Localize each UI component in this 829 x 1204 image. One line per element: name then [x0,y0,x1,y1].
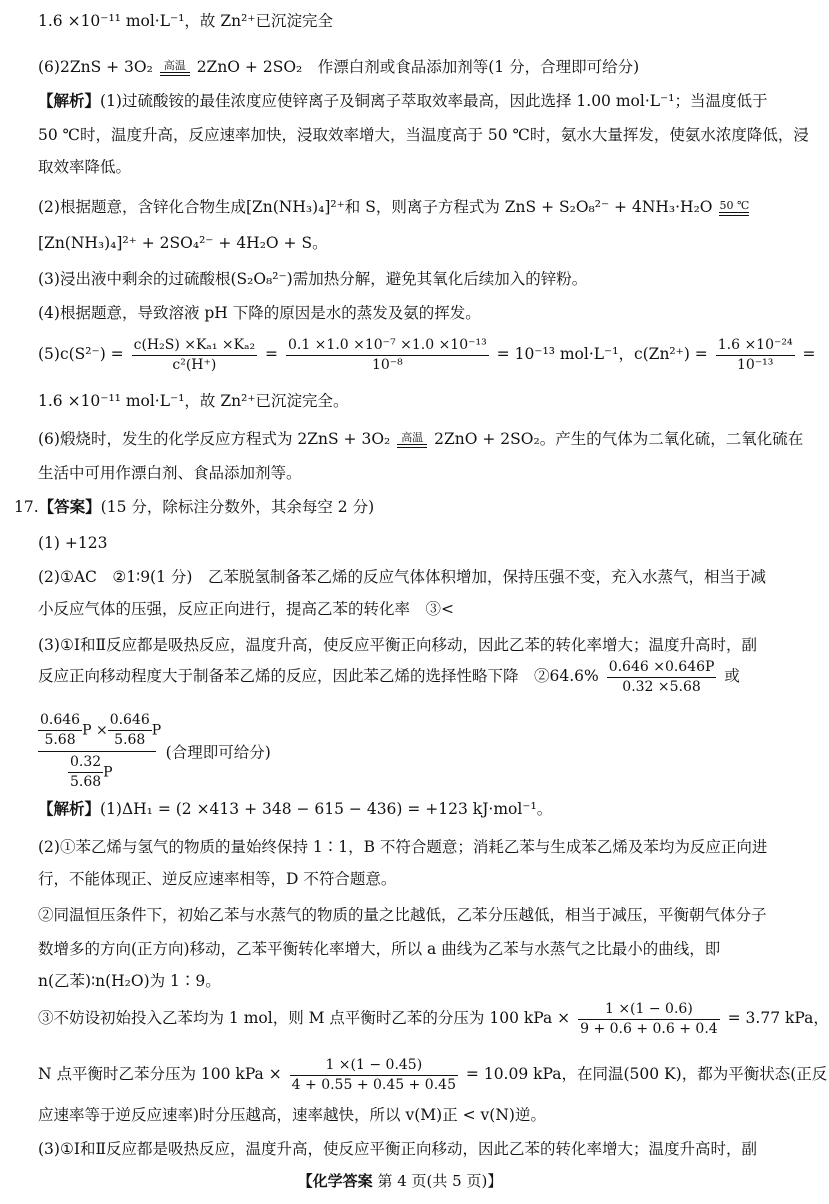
text-line: 数增多的方向(正方向)移动，乙苯平衡转化率增大，所以 a 曲线为乙苯与水蒸气之比最小的曲线，即 [38,940,721,958]
text-span: P [103,764,113,781]
fraction [607,659,717,696]
text-span: P × [82,722,108,739]
numerator: 1 ×(1 − 0.6) [578,1001,720,1020]
fraction [578,1001,720,1038]
text-line: 小反应气体的压强，反应正向进行，提高乙苯的转化率 ③< [38,600,454,618]
equals-sign-icon [160,72,190,76]
compound-denominator [38,754,161,791]
text-line: 取效率降低。 [38,158,132,176]
equation-left: (6)2ZnS + 3O₂ [38,58,153,76]
footer-title: 【化学答案 [297,1172,373,1190]
fraction [68,754,103,791]
equation-right: 2ZnO + 2SO₂。产生的气体为二氧化硫，二氧化硫在 [434,430,804,448]
text-span: = 10⁻¹³ mol·L⁻¹，c(Zn²⁺) = [496,345,708,363]
numerator: 0.1 ×1.0 ×10⁻⁷ ×1.0 ×10⁻¹³ [286,337,489,356]
text-line: ②同温恒压条件下，初始乙苯与水蒸气的物质的量之比越低，乙苯分压越低，相当于减压，平衡朝气体分子 [38,906,767,924]
condition-label: 50 ℃ [719,199,750,212]
text-line: 1.6 ×10⁻¹¹ mol·L⁻¹，故 Zn²⁺已沉淀完全。 [38,392,349,410]
note-text: (合理即可给分) [165,743,271,762]
fraction [290,1057,458,1094]
text-span: = [265,345,279,363]
denominator: 5.68 [44,732,76,748]
text-line: 1.6 ×10⁻¹¹ mol·L⁻¹，故 Zn²⁺已沉淀完全 [38,12,334,30]
text-line: 50 ℃时，温度升高，反应速率加快，浸取效率增大，当温度高于 50 ℃时，氨水大量挥发，使氨水浓度降低，浸 [38,126,809,144]
condition-label: 高温 [163,59,186,72]
equation-left: (2)根据题意，含锌化合物生成[Zn(NH₃)₄]²⁺和 S，则离子方程式为 ZnS + S₂O₈²⁻ + 4NH₃·H₂O [38,198,713,216]
text-line: (2)①苯乙烯与氢气的物质的量始终保持 1∶1，B 不符合题意；消耗乙苯与生成苯乙烯及苯均为反应正向进 [38,838,768,856]
text-line: (3)①Ⅰ和Ⅱ反应都是吸热反应，温度升高，使反应平衡正向移动，因此乙苯的转化率增大；温度升高时，副 [38,1140,758,1158]
text-span: (5)c(S²⁻) = [38,345,124,363]
denominator: 10⁻¹³ [736,356,774,373]
text-line: (3)①Ⅰ和Ⅱ反应都是吸热反应，温度升高，使反应平衡正向移动，因此乙苯的转化率增大；温度升高时，副 [38,636,758,654]
equation-line [38,428,804,450]
equals-sign-icon [397,444,427,448]
numerator: 1.6 ×10⁻²⁴ [716,337,795,356]
equation-line [38,56,774,78]
text-line [38,90,774,112]
reaction-condition [397,432,427,448]
denominator: 4 + 0.55 + 0.45 + 0.45 [291,1076,456,1093]
text-line: n(乙苯)∶n(H₂O)为 1∶9。 [38,972,221,990]
numerator: 0.32 [68,754,103,773]
denominator: 9 + 0.6 + 0.6 + 0.4 [580,1020,718,1037]
denominator: 0.32 ×5.68 [622,678,701,695]
numerator: 1 ×(1 − 0.45) [290,1057,458,1076]
text-span: = [802,345,816,363]
condition-label: 高温 [401,431,424,444]
denominator: c²(H⁺) [172,356,217,373]
numerator: 0.646 [38,712,82,731]
text-line: (3)浸出液中剩余的过硫酸根(S₂O₈²⁻)需加热分解，避免其氧化后续加入的锌粉。 [38,270,588,288]
text-line: (1) +123 [38,534,108,552]
denominator: 5.68 [70,774,102,790]
fraction [716,337,795,374]
text-line: 应速率等于逆反应速率)时分压越高，速率越快，所以 v(M)正 < v(N)逆。 [38,1106,546,1124]
text-line: (2)①AC ②1∶9(1 分) 乙苯脱氢制备苯乙烯的反应气体体积增加，保持压强不变，充入水蒸气，相当于减 [38,568,766,586]
text-line: 行，不能体现正、逆反应速率相等，D 不符合题意。 [38,870,397,888]
footer-page-number: 第 4 页(共 5 页)】 [377,1172,503,1190]
compound-numerator [38,712,161,749]
reaction-condition [160,60,190,76]
text-line: 生活中可用作漂白剂、食品添加剂等。 [38,464,302,482]
formula-line [38,996,829,1040]
text-span: (15 分，除标注分数外，其余每空 2 分) [100,498,375,516]
equation-line [38,196,774,218]
page-footer [0,1170,800,1191]
equals-sign-icon [719,212,749,216]
compound-fraction [38,712,271,791]
fraction [38,712,82,749]
text-span: = 3.77 kPa， [727,1009,829,1027]
fraction [286,337,489,374]
answer-tag: 【答案】 [38,497,101,516]
fraction [108,712,152,749]
fraction [132,337,257,374]
text-span: 反应正向移动程度大于制备苯乙烯的反应，因此苯乙烯的选择性略下降 ②64.6% [38,667,599,685]
question-header [14,496,774,518]
text-span: P [151,722,162,739]
numerator: 0.646 ×0.646P [607,659,717,678]
text-line: [Zn(NH₃)₄]²⁺ + 2SO₄²⁻ + 4H₂O + S。 [38,234,328,252]
formula-line [38,656,774,696]
text-span: ③不妨设初始投入乙苯均为 1 mol，则 M 点平衡时乙苯的分压为 100 kPa × [38,1009,571,1027]
text-line: (4)根据题意，导致溶液 pH 下降的原因是水的蒸发及氨的挥发。 [38,304,481,322]
formula-line [38,1052,828,1096]
reaction-condition [719,200,749,216]
formula-line [38,334,816,374]
equation-left: (6)煅烧时，发生的化学反应方程式为 2ZnS + 3O₂ [38,430,391,448]
equation-right: 2ZnO + 2SO₂ 作漂白剂或食品添加剂等(1 分，合理即可给分) [196,58,640,76]
text-span: N 点平衡时乙苯分压为 100 kPa × [38,1065,282,1083]
fraction-bar [38,751,156,752]
text-line [38,798,774,820]
compound-fraction-body [38,712,161,791]
analysis-tag: 【解析】 [38,91,101,110]
denominator: 10⁻⁸ [371,356,403,373]
analysis-tag: 【解析】 [38,799,101,818]
text-span: (1)过硫酸铵的最佳浓度应使锌离子及铜离子萃取效率最高，因此选择 1.00 mol·L⁻¹；当温度低于 [100,92,768,110]
text-span: 或 [724,667,740,685]
numerator: 0.646 [108,712,152,731]
text-span: = 10.09 kPa，在同温(500 K)，都为平衡状态(正反 [465,1065,828,1083]
numerator: c(H₂S) ×Kₐ₁ ×Kₐ₂ [132,337,257,356]
question-number: 17. [14,498,39,516]
denominator: 5.68 [114,732,146,748]
text-span: (1)ΔH₁ = (2 ×413 + 348 − 615 − 436) = +123 kJ·mol⁻¹。 [100,800,553,818]
